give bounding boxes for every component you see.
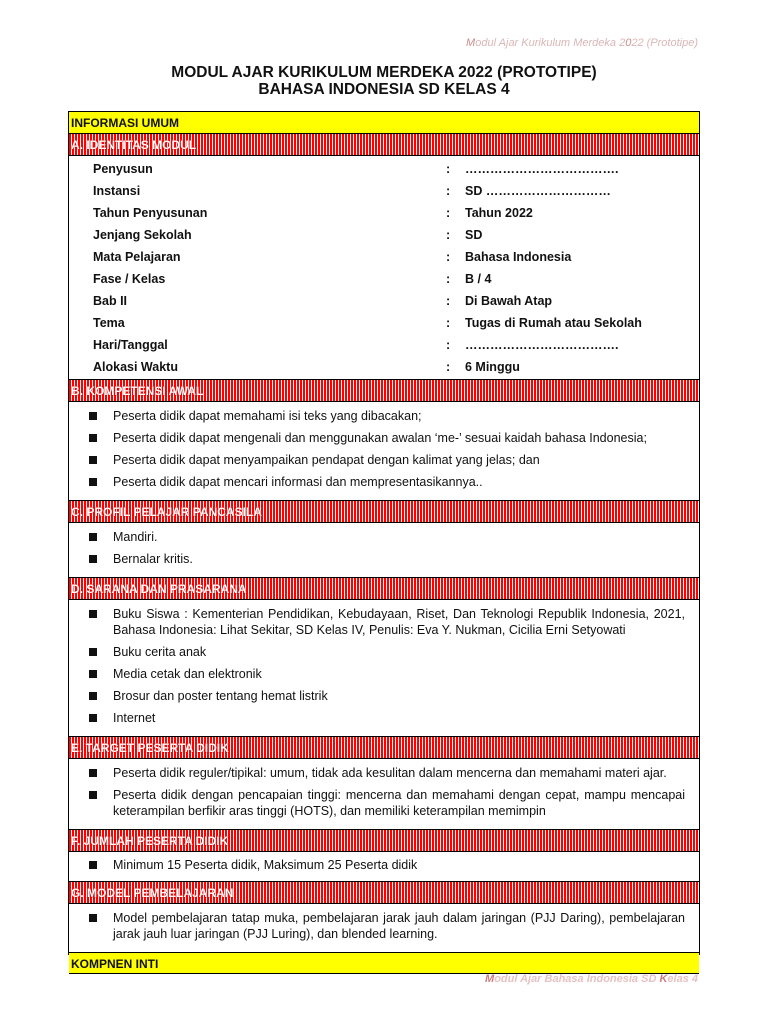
bullet-square-icon xyxy=(89,610,97,618)
list-item xyxy=(89,688,685,704)
section-kompetensi-awal: B. KOMPETENSI AWAL xyxy=(69,380,699,402)
identity-colon: : xyxy=(446,360,451,374)
identity-row xyxy=(69,158,699,180)
list-item xyxy=(89,551,685,567)
identity-value: Tugas di Rumah atau Sekolah xyxy=(465,316,642,330)
section-identitas-modul: A. IDENTITAS MODUL xyxy=(69,134,699,156)
identity-label: Instansi xyxy=(93,184,141,198)
list-item-text: Peserta didik dengan pencapaian tinggi: mencerna dan memahami dengan cepat, mampu mencapai keterampilan berfikir aras tinggi (HOTS), dan memiliki keterampilan memimpin xyxy=(113,788,685,818)
identity-label: Alokasi Waktu xyxy=(93,360,178,374)
list-item-text: Minimum 15 Peserta didik, Maksimum 25 Peserta didik xyxy=(113,858,418,872)
bullet-square-icon xyxy=(89,555,97,563)
module-table xyxy=(68,111,700,971)
identity-row xyxy=(69,290,699,312)
identity-value: ………………………………. xyxy=(465,162,619,176)
identity-label: Hari/Tanggal xyxy=(93,338,168,352)
list-item-text: Peserta didik dapat mengenali dan menggunakan awalan ‘me-’ sesuai kaidah bahasa Indonesia; xyxy=(113,431,647,445)
jumlah-list xyxy=(69,852,699,882)
bullet-square-icon xyxy=(89,769,97,777)
document-title xyxy=(0,64,768,98)
identity-value: SD ………………………… xyxy=(465,184,611,198)
identity-colon: : xyxy=(446,162,451,176)
identity-colon: : xyxy=(446,228,451,242)
identity-row xyxy=(69,180,699,202)
list-item xyxy=(89,606,685,638)
identity-label: Fase / Kelas xyxy=(93,272,166,286)
identity-label: Tahun Penyusunan xyxy=(93,206,208,220)
list-item-text: Model pembelajaran tatap muka, pembelajaran jarak jauh dalam jaringan (PJJ Daring), pembelajaran jarak jauh luar jaringan (PJJ Luring), dan blended learning. xyxy=(113,911,685,941)
identity-label: Mata Pelajaran xyxy=(93,250,181,264)
identity-colon: : xyxy=(446,250,451,264)
bullet-square-icon xyxy=(89,714,97,722)
list-item-text: Media cetak dan elektronik xyxy=(113,667,262,681)
section-komponen-inti: KOMPNEN INTI xyxy=(69,952,699,974)
header-tail: 22 (Prototipe) xyxy=(631,37,698,49)
identity-row xyxy=(69,246,699,268)
section-jumlah-peserta-didik: F. JUMLAH PESERTA DIDIK xyxy=(69,830,699,852)
identity-colon: : xyxy=(446,338,451,352)
list-item xyxy=(89,765,685,781)
header-mid: 0 xyxy=(625,37,632,49)
bullet-square-icon xyxy=(89,533,97,541)
model-list xyxy=(69,904,699,952)
identity-colon: : xyxy=(446,272,451,286)
list-item-text: Brosur dan poster tentang hemat listrik xyxy=(113,689,328,703)
header-text: odul Ajar Kurikulum Merdeka 2 xyxy=(475,37,626,49)
title-line-2: BAHASA INDONESIA SD KELAS 4 xyxy=(258,81,510,98)
identity-row xyxy=(69,224,699,246)
footer-initial: M xyxy=(485,973,495,985)
list-item xyxy=(89,666,685,682)
identity-row xyxy=(69,268,699,290)
identity-value: B / 4 xyxy=(465,272,492,286)
title-line-1: MODUL AJAR KURIKULUM MERDEKA 2022 (PROTOTIPE) xyxy=(171,64,597,81)
bullet-square-icon xyxy=(89,456,97,464)
sarana-list xyxy=(69,600,699,737)
identity-row xyxy=(69,356,699,378)
bullet-square-icon xyxy=(89,412,97,420)
bullet-square-icon xyxy=(89,791,97,799)
section-model-pembelajaran: G. MODEL PEMBELAJARAN xyxy=(69,882,699,904)
list-item xyxy=(89,430,685,446)
footer-text: odul Ajar Bahasa Indonesia SD xyxy=(494,973,660,985)
header-initial: M xyxy=(466,37,476,49)
footer-tail: elas 4 xyxy=(667,973,698,985)
kompetensi-list xyxy=(69,402,699,501)
footer-k: K xyxy=(659,973,668,985)
list-item xyxy=(89,644,685,660)
list-item xyxy=(89,710,685,726)
list-item-text: Peserta didik dapat mencari informasi dan mempresentasikannya.. xyxy=(113,475,483,489)
identity-table xyxy=(69,156,699,380)
bullet-square-icon xyxy=(89,692,97,700)
identity-value: SD xyxy=(465,228,483,242)
list-item-text: Peserta didik dapat memahami isi teks yang dibacakan; xyxy=(113,409,422,423)
list-item-text: Buku cerita anak xyxy=(113,645,207,659)
bullet-square-icon xyxy=(89,434,97,442)
list-item xyxy=(89,857,685,873)
identity-label: Tema xyxy=(93,316,125,330)
identity-value: Di Bawah Atap xyxy=(465,294,553,308)
identity-value: Bahasa Indonesia xyxy=(465,250,572,264)
list-item xyxy=(89,787,685,819)
bullet-square-icon xyxy=(89,861,97,869)
list-item xyxy=(89,408,685,424)
identity-value: 6 Minggu xyxy=(465,360,520,374)
section-informasi-umum: INFORMASI UMUM xyxy=(69,112,699,134)
identity-colon: : xyxy=(446,316,451,330)
bullet-square-icon xyxy=(89,914,97,922)
section-sarana-prasarana: D. SARANA DAN PRASARANA xyxy=(69,578,699,600)
identity-colon: : xyxy=(446,294,451,308)
identity-value: ………………………………. xyxy=(465,338,619,352)
running-header xyxy=(466,37,698,49)
identity-label: Penyusun xyxy=(93,162,153,176)
list-item-text: Buku Siswa : Kementerian Pendidikan, Kebudayaan, Riset, Dan Teknologi Republik Indonesia, 2021, Bahasa Indonesia: Lihat Sekitar, SD Kelas IV, Penulis: Eva Y. Nukman, Cicilia Erni Setyowati xyxy=(113,607,685,637)
identity-label: Bab II xyxy=(93,294,128,308)
list-item-text: Bernalar kritis. xyxy=(113,552,193,566)
section-target-peserta-didik: E. TARGET PESERTA DIDIK xyxy=(69,737,699,759)
running-footer xyxy=(485,973,698,985)
list-item xyxy=(89,529,685,545)
identity-colon: : xyxy=(446,184,451,198)
identity-value: Tahun 2022 xyxy=(465,206,533,220)
list-item xyxy=(89,474,685,490)
list-item-text: Internet xyxy=(113,711,156,725)
section-profil-pelajar-pancasila: C. PROFIL PELAJAR PANCASILA xyxy=(69,501,699,523)
list-item-text: Peserta didik reguler/tipikal: umum, tidak ada kesulitan dalam mencerna dan memahami materi ajar. xyxy=(113,766,667,780)
list-item xyxy=(89,910,685,942)
profil-list xyxy=(69,523,699,578)
identity-row xyxy=(69,334,699,356)
identity-row xyxy=(69,202,699,224)
list-item-text: Peserta didik dapat menyampaikan pendapat dengan kalimat yang jelas; dan xyxy=(113,453,540,467)
list-item-text: Mandiri. xyxy=(113,530,158,544)
bullet-square-icon xyxy=(89,478,97,486)
target-list xyxy=(69,759,699,830)
list-item xyxy=(89,452,685,468)
identity-row xyxy=(69,312,699,334)
identity-label: Jenjang Sekolah xyxy=(93,228,192,242)
identity-colon: : xyxy=(446,206,451,220)
bullet-square-icon xyxy=(89,670,97,678)
bullet-square-icon xyxy=(89,648,97,656)
